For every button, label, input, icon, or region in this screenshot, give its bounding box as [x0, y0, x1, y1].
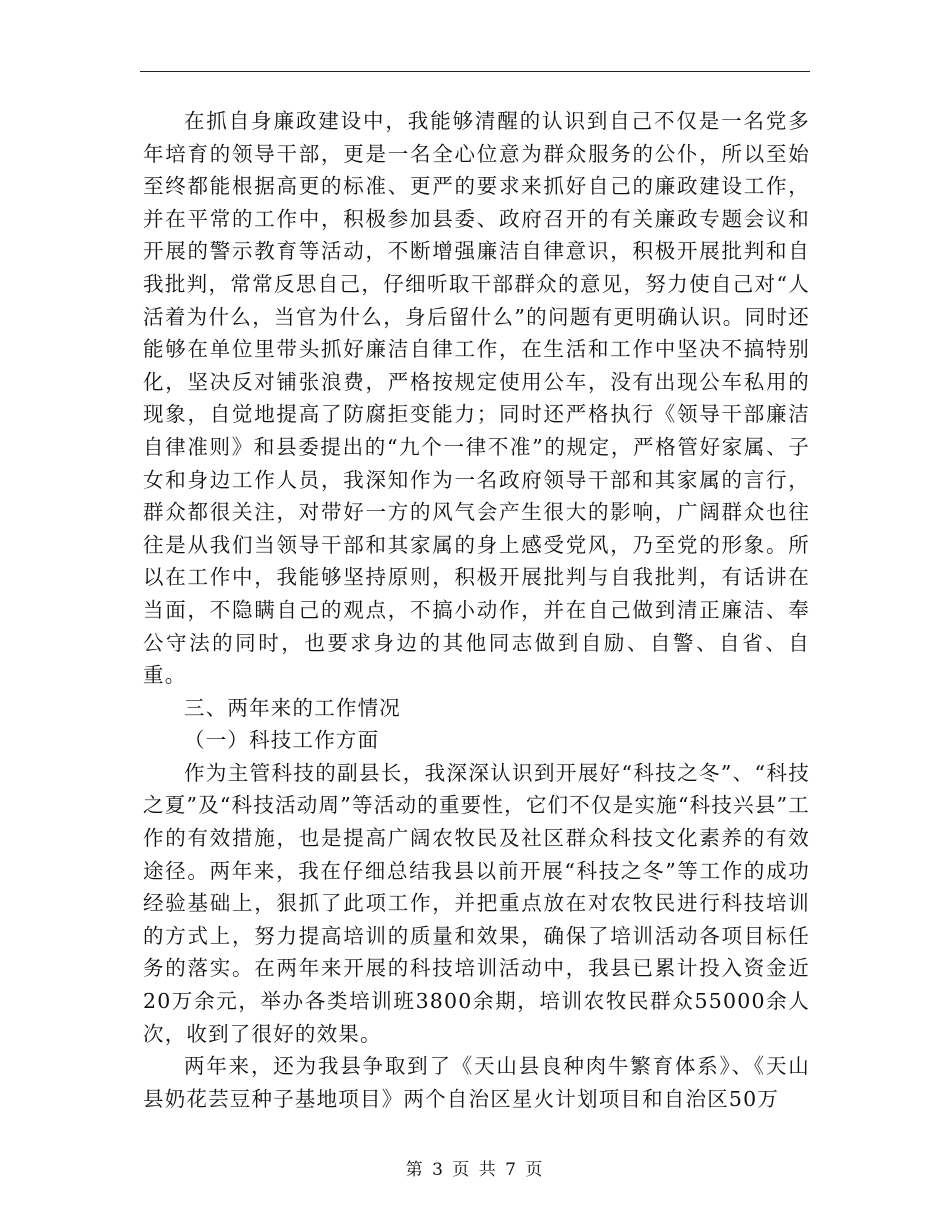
section-heading-work: 三、两年来的工作情况 [184, 695, 401, 720]
subsection-heading-technology: （一）科技工作方面 [184, 728, 380, 753]
paragraph-projects: 两年来，还为我县争取到了《天山县良种肉牛繁育体系》、《天山县奶花芸豆种子基地项目》两个自治区星火计划项目和自治区50万 [143, 1054, 810, 1111]
header-rule [140, 71, 810, 72]
paragraph-technology-work: 作为主管科技的副县长，我深深认识到开展好“科技之冬”、“科技之夏”及“科技活动周”等活动的重要性，它们不仅是实施“科技兴县”工作的有效措施，也是提高广阔农牧民及社区群众科技文化素养的有效途径。两年来，我在仔细总结我县以前开展“科技之冬”等工作的成功经验基础上，狠抓了此项工作，并把重点放在对农牧民进行科技培训的方式上，努力提高培训的质量和效果，确保了培训活动各项目标任务的落实。在两年来开展的科技培训活动中，我县已累计投入资金近20万余元，举办各类培训班3800余期，培训农牧民群众55000余人次，收到了很好的效果。 [143, 760, 810, 1046]
page-number: 第 3 页 共 7 页 [405, 1160, 545, 1180]
paragraph-integrity: 在抓自身廉政建设中，我能够清醒的认识到自己不仅是一名党多年培育的领导干部，更是一名全心位意为群众服务的公仆，所以至始至终都能根据高更的标准、更严的要求来抓好自己的廉政建设工作，并在平常的工作中，积极参加县委、政府召开的有关廉政专题会议和开展的警示教育等活动，不断增强廉洁自律意识，积极开展批判和自我批判，常常反思自己，仔细听取干部群众的意见，努力使自己对“人活着为什么，当官为什么，身后留什么”的问题有更明确认识。同时还能够在单位里带头抓好廉洁自律工作，在生活和工作中坚决不搞特别化，坚决反对铺张浪费，严格按规定使用公车，没有出现公车私用的现象，自觉地提高了防腐拒变能力；同时还严格执行《领导干部廉洁自律准则》和县委提出的“九个一律不准”的规定，严格管好家属、子女和身边工作人员，我深知作为一名政府领导干部和其家属的言行，群众都很关注，对带好一方的风气会产生很大的影响，广阔群众也往往是从我们当领导干部和其家属的身上感受党风，乃至党的形象。所以在工作中，我能够坚持原则，积极开展批判与自我批判，有话讲在当面，不隐瞒自己的观点，不搞小动作，并在自己做到清正廉洁、奉公守法的同时，也要求身边的其他同志做到自励、自警、自省、自重。 [143, 109, 810, 688]
document-body [143, 105, 810, 1115]
